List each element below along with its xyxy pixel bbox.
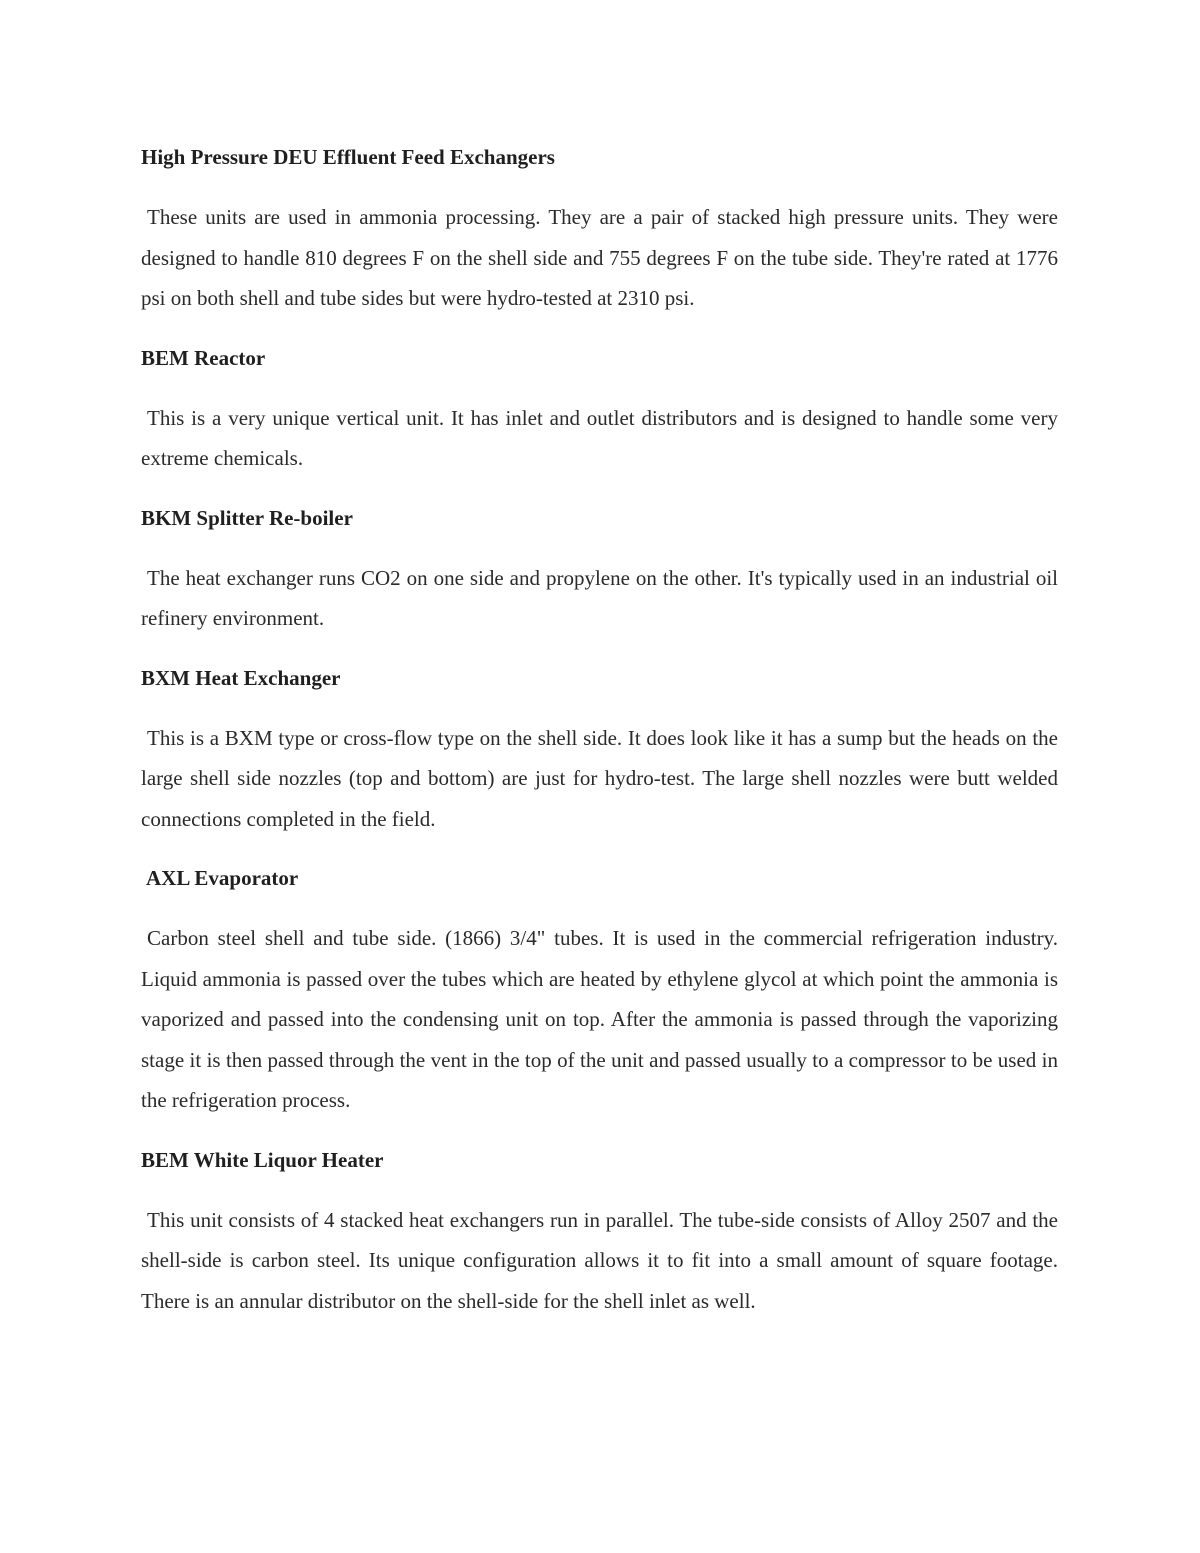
section-body: The heat exchanger runs CO2 on one side and propylene on the other. It's typically used in an industrial oil refinery environment. bbox=[141, 565, 1058, 630]
section-heading: BEM White Liquor Heater bbox=[141, 1147, 384, 1172]
section-heading: High Pressure DEU Effluent Feed Exchangers bbox=[141, 145, 555, 169]
section-bem-reactor bbox=[141, 338, 1058, 479]
section-heading: BXM Heat Exchanger bbox=[141, 665, 341, 690]
section-body: This unit consists of 4 stacked heat exchangers run in parallel. The tube-side consists of Alloy 2507 and the shell-side is carbon steel. Its unique configuration allows it to fit into a small amount of square footage. There is an annular distributor on the shell-side for the shell inlet as well. bbox=[141, 1207, 1058, 1313]
section-body: This is a very unique vertical unit. It has inlet and outlet distributors and is designed to handle some very extreme chemicals. bbox=[141, 405, 1058, 470]
section-bxm-heat-exchanger bbox=[141, 658, 1058, 840]
section-bem-white-liquor-heater bbox=[141, 1140, 1058, 1322]
section-body: These units are used in ammonia processing. They are a pair of stacked high pressure units. They were designed to handle 810 degrees F on the shell side and 755 degrees F on the tube side. They're rated at 1776 psi on both shell and tube sides but were hydro-tested at 2310 psi. bbox=[141, 205, 1058, 310]
section-body: Carbon steel shell and tube side. (1866) 3/4" tubes. It is used in the commercial refrigeration industry. Liquid ammonia is passed over the tubes which are heated by ethylene glycol at which point the ammonia is vaporized and passed into the condensing unit on top. After the ammonia is passed through the vaporizing stage it is then passed through the vent in the top of the unit and passed usually to a compressor to be used in the refrigeration process. bbox=[141, 926, 1058, 1112]
section-bkm-splitter-reboiler bbox=[141, 498, 1058, 639]
document-page bbox=[141, 137, 1058, 1340]
section-heading: AXL Evaporator bbox=[146, 866, 299, 890]
section-body: This is a BXM type or cross-flow type on the shell side. It does look like it has a sump but the heads on the large shell side nozzles (top and bottom) are just for hydro-test. The large shell nozzles were butt welded connections completed in the field. bbox=[141, 725, 1058, 831]
section-heading: BKM Splitter Re-boiler bbox=[141, 505, 353, 530]
section-deu-effluent-feed-exchangers bbox=[141, 137, 1058, 319]
section-heading: BEM Reactor bbox=[141, 345, 266, 370]
section-axl-evaporator bbox=[141, 858, 1058, 1121]
